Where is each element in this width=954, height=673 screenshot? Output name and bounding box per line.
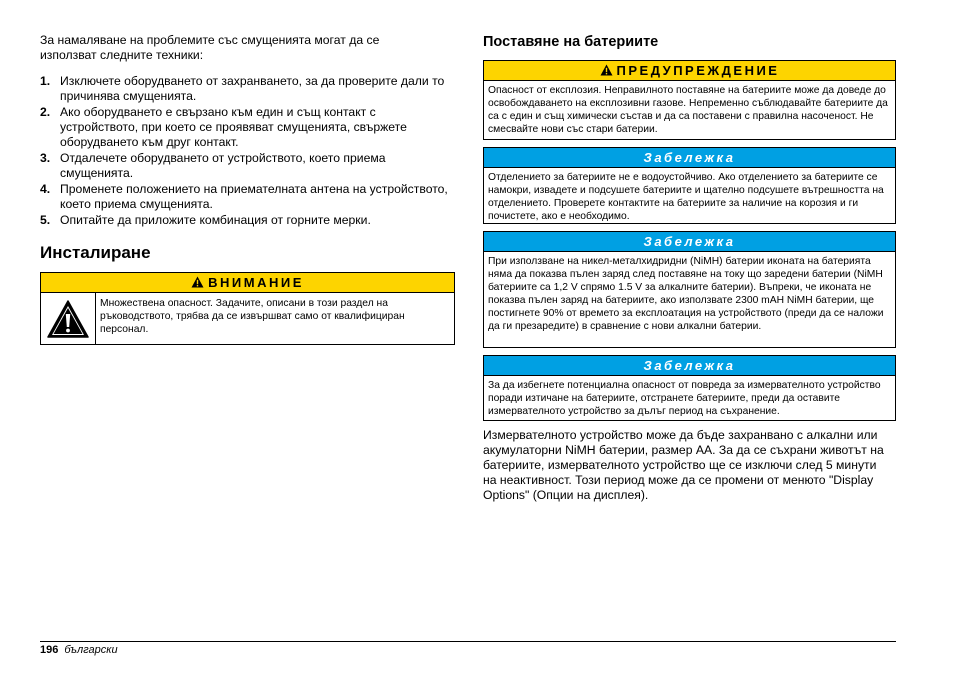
note-text: За да избегнете потенциална опасност от повреда за измервателното устройство поради изтичане на батериите, отстранете батериите, преди да оставите измервателното устройство за дълъг период на съхранение. — [488, 380, 881, 417]
caution-header — [41, 273, 454, 293]
list-item — [40, 74, 455, 104]
note-header: Забележка — [484, 232, 895, 252]
install-heading: Инсталиране — [40, 243, 151, 262]
intro-paragraph: За намаляване на проблемите със смущенията могат да се използват следните техники: — [40, 33, 380, 62]
step-text: Опитайте да приложите комбинация от горните мерки. — [60, 213, 371, 227]
footer-language: български — [64, 644, 118, 656]
footer — [40, 643, 118, 657]
step-text: Променете положението на приемателната антена на устройството, което приема смущенията. — [60, 182, 448, 211]
step-number: 1. — [40, 74, 51, 88]
list-item — [40, 182, 455, 212]
page-number: 196 — [40, 644, 59, 656]
closing-paragraph: Измервателното устройство може да бъде захранвано с алкални или акумулаторни NiMH батерии, размер AA. За да се съхрани животът на батериите, измервателното устройство ще се изключи след 5 минути на неактивност. Този период може да се промени от менюто "Display Options" (Опции на дисплея). — [483, 428, 884, 502]
step-number: 2. — [40, 105, 51, 119]
step-text: Отдалечете оборудването от устройството, което приема смущенията. — [60, 151, 386, 180]
note-box-1 — [483, 147, 896, 224]
step-text: Ако оборудването е свързано към един и същ контакт с устройството, при което се проявяват смущенията, свържете оборудването към друг контакт. — [60, 105, 407, 149]
warning-text: Опасност от експлозия. Неправилното поставяне на батериите може да доведе до освобождаването на експлозивни газове. Непременно съблюдавайте батериите да са с един и същ химически състав и да са поставени с правилна насоченост. Не смесвайте нови със стари батерии. — [488, 85, 888, 135]
list-item — [40, 151, 455, 181]
caution-box — [40, 272, 455, 345]
warning-header — [484, 61, 895, 81]
note-box-2 — [483, 231, 896, 348]
warning-triangle-icon — [600, 64, 613, 76]
step-number: 3. — [40, 151, 51, 165]
list-item — [40, 213, 455, 228]
note-text: При използване на никел-металхидридни (NiMH) батерии иконата на батерията няма да показва пълен заряд след поставяне на току що заредени батерии (NiMH батериите са 1,2 V спрямо 1.5 V за алкалните батерии). Въпреки, че иконата не показва пълен заряд на батериите, ако използвате 2300 mAH NiMH батерии, ще постигнете 90% от времето за експлоатация на устройството (преди да се наложи да ги презаредите) в сравнение с нови алкални батерии. — [488, 256, 884, 332]
note-box-3 — [483, 355, 896, 421]
interference-steps-list — [40, 74, 455, 228]
step-number: 4. — [40, 182, 51, 196]
list-item — [40, 105, 455, 150]
note-header: Забележка — [484, 356, 895, 376]
caution-label: ВНИМАНИЕ — [208, 275, 304, 290]
warning-triangle-icon — [191, 276, 204, 288]
note-header: Забележка — [484, 148, 895, 168]
note-text: Отделението за батериите не е водоустойчиво. Ако отделението за батериите се намокри, извадете и подсушете батериите и щателно подсушете вътрешността на отделението. Проверете контактите на батериите за наличие на корозия и ги почистете, ако е необходимо. — [488, 172, 884, 222]
caution-text: Множествена опасност. Задачите, описани в този раздел на ръководството, трябва да се извършват само от квалифициран персонал. — [100, 298, 405, 335]
batteries-heading: Поставяне на батериите — [483, 34, 659, 50]
step-number: 5. — [40, 213, 51, 227]
warning-box — [483, 60, 896, 140]
caution-symbol-cell — [41, 293, 96, 345]
exclamation-triangle-icon — [47, 300, 89, 338]
step-text: Изключете оборудването от захранването, за да проверите дали то причинява смущенията. — [60, 74, 445, 103]
footer-rule — [40, 641, 896, 642]
caution-body — [41, 293, 454, 345]
warning-label: ПРЕДУПРЕЖДЕНИЕ — [616, 63, 780, 78]
